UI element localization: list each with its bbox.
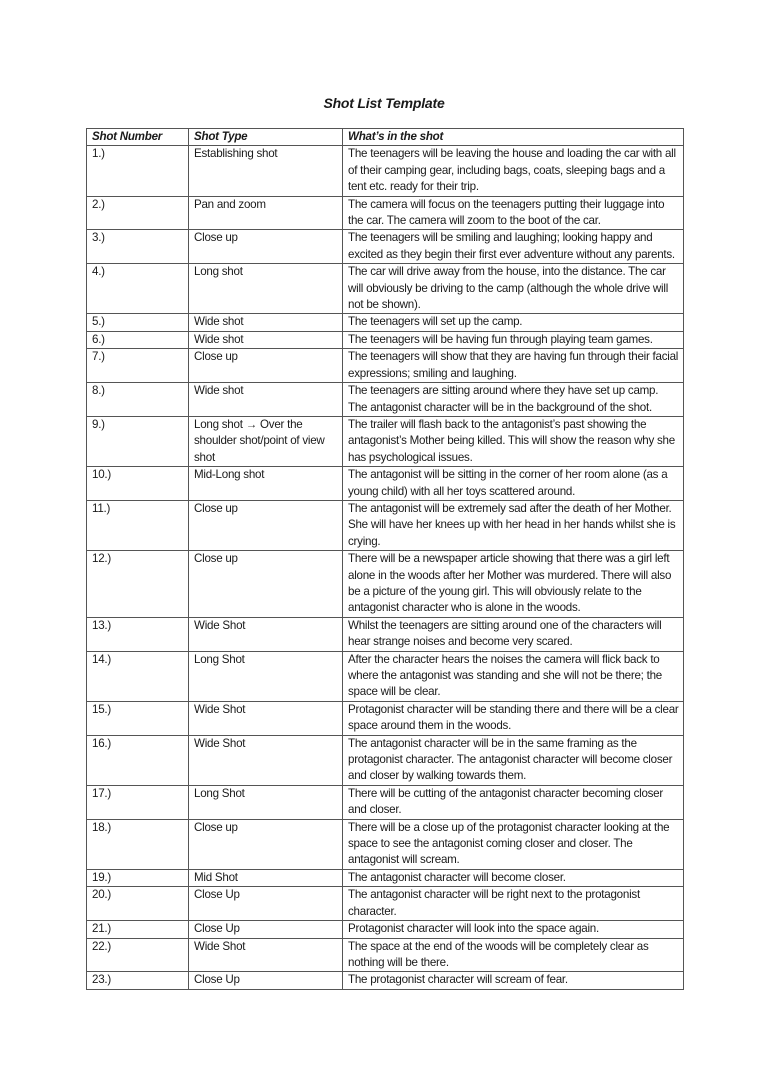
shot-type: Close up	[189, 230, 343, 264]
shot-description: The antagonist character will be right next to the protagonist character.	[343, 887, 684, 921]
shot-type: Close Up	[189, 921, 343, 938]
table-row	[87, 921, 684, 938]
table-row	[87, 701, 684, 735]
table-row	[87, 735, 684, 785]
shot-number: 18.)	[87, 819, 189, 869]
table-row	[87, 196, 684, 230]
shot-type: Wide Shot	[189, 701, 343, 735]
shot-type-first: Long shot	[194, 417, 243, 431]
shot-description: The teenagers will be leaving the house and loading the car with all of their camping gear, including bags, coats, sleeping bags and a tent etc. ready for their trip.	[343, 146, 684, 196]
table-row	[87, 146, 684, 196]
shot-type: Wide shot	[189, 314, 343, 331]
shot-type: Mid-Long shot	[189, 467, 343, 501]
page-title: Shot List Template	[323, 95, 445, 111]
shot-description: The space at the end of the woods will be completely clear as nothing will be there.	[343, 938, 684, 972]
shot-type: Close Up	[189, 887, 343, 921]
table-row	[87, 230, 684, 264]
shot-type: Wide shot	[189, 331, 343, 348]
shot-type: Close up	[189, 349, 343, 383]
table-row	[87, 785, 684, 819]
header-whats-in-shot: What’s in the shot	[343, 129, 684, 146]
shot-number: 2.)	[87, 196, 189, 230]
shot-number: 11.)	[87, 500, 189, 550]
table-row	[87, 500, 684, 550]
shot-type: Long Shot	[189, 785, 343, 819]
table-row	[87, 869, 684, 886]
shot-type: Wide Shot	[189, 938, 343, 972]
shot-type: Close up	[189, 551, 343, 618]
shot-description: Protagonist character will look into the space again.	[343, 921, 684, 938]
shot-number: 15.)	[87, 701, 189, 735]
shot-number: 7.)	[87, 349, 189, 383]
header-shot-type: Shot Type	[189, 129, 343, 146]
shot-type: Close up	[189, 819, 343, 869]
shot-number: 21.)	[87, 921, 189, 938]
shot-description: The antagonist will be sitting in the corner of her room alone (as a young child) with all her toys scattered around.	[343, 467, 684, 501]
shot-type: Pan and zoom	[189, 196, 343, 230]
shot-description: The antagonist character will be in the same framing as the protagonist character. The antagonist character will become closer and closer by walking towards them.	[343, 735, 684, 785]
shot-type: Wide shot	[189, 383, 343, 417]
shot-number: 6.)	[87, 331, 189, 348]
shot-number: 23.)	[87, 972, 189, 989]
shot-description: There will be a newspaper article showing that there was a girl left alone in the woods after her Mother was murdered. There will also be a picture of the young girl. This will obviously relate to the antagonist character who is alone in the woods.	[343, 551, 684, 618]
shot-description: The teenagers will show that they are having fun through their facial expressions; smiling and laughing.	[343, 349, 684, 383]
table-row	[87, 416, 684, 466]
table-row	[87, 938, 684, 972]
shot-description: The car will drive away from the house, into the distance. The car will obviously be driving to the camp (although the whole drive will not be shown).	[343, 264, 684, 314]
shot-description: The camera will focus on the teenagers putting their luggage into the car. The camera will zoom to the boot of the car.	[343, 196, 684, 230]
table-row	[87, 331, 684, 348]
shot-number: 14.)	[87, 651, 189, 701]
shot-list-table	[86, 128, 684, 990]
shot-description: There will be cutting of the antagonist character becoming closer and closer.	[343, 785, 684, 819]
table-row	[87, 349, 684, 383]
table-row	[87, 383, 684, 417]
shot-description: The teenagers will be having fun through playing team games.	[343, 331, 684, 348]
shot-type: Establishing shot	[189, 146, 343, 196]
shot-description: After the character hears the noises the camera will flick back to where the antagonist was standing and she will not be there; the space will be clear.	[343, 651, 684, 701]
shot-description: Whilst the teenagers are sitting around one of the characters will hear strange noises and become very scared.	[343, 617, 684, 651]
shot-type: Mid Shot	[189, 869, 343, 886]
table-row	[87, 264, 684, 314]
shot-type: Wide Shot	[189, 617, 343, 651]
table-row	[87, 972, 684, 989]
shot-description: There will be a close up of the protagonist character looking at the space to see the antagonist coming closer and closer. The antagonist will scream.	[343, 819, 684, 869]
shot-number: 22.)	[87, 938, 189, 972]
shot-type	[189, 416, 343, 466]
shot-description: The teenagers will be smiling and laughing; looking happy and excited as they begin their first ever adventure without any parents.	[343, 230, 684, 264]
shot-number: 13.)	[87, 617, 189, 651]
shot-description: The teenagers are sitting around where they have set up camp. The antagonist character will be in the background of the shot.	[343, 383, 684, 417]
shot-number: 10.)	[87, 467, 189, 501]
table-row	[87, 651, 684, 701]
shot-type: Wide Shot	[189, 735, 343, 785]
arrow-right-icon: →	[245, 417, 258, 431]
table-row	[87, 819, 684, 869]
shot-number: 20.)	[87, 887, 189, 921]
shot-number: 8.)	[87, 383, 189, 417]
shot-description: The teenagers will set up the camp.	[343, 314, 684, 331]
shot-type: Long Shot	[189, 651, 343, 701]
shot-number: 12.)	[87, 551, 189, 618]
shot-description: Protagonist character will be standing there and there will be a clear space around them in the woods.	[343, 701, 684, 735]
table-row	[87, 551, 684, 618]
shot-type: Close up	[189, 500, 343, 550]
shot-number: 16.)	[87, 735, 189, 785]
shot-type: Close Up	[189, 972, 343, 989]
shot-description: The antagonist character will become closer.	[343, 869, 684, 886]
shot-number: 19.)	[87, 869, 189, 886]
shot-number: 9.)	[87, 416, 189, 466]
table-row	[87, 314, 684, 331]
table-header-row	[87, 129, 684, 146]
shot-number: 3.)	[87, 230, 189, 264]
table-row	[87, 467, 684, 501]
shot-number: 17.)	[87, 785, 189, 819]
shot-type-second: Over the shoulder shot/point of view shot	[194, 417, 325, 464]
shot-description: The trailer will flash back to the antagonist’s past showing the antagonist’s Mother being killed. This will show the reason why she has psychological issues.	[343, 416, 684, 466]
table-row	[87, 887, 684, 921]
shot-number: 5.)	[87, 314, 189, 331]
shot-description: The antagonist will be extremely sad after the death of her Mother. She will have her knees up with her head in her hands whilst she is crying.	[343, 500, 684, 550]
shot-description: The protagonist character will scream of fear.	[343, 972, 684, 989]
shot-type: Long shot	[189, 264, 343, 314]
table-row	[87, 617, 684, 651]
shot-number: 4.)	[87, 264, 189, 314]
shot-number: 1.)	[87, 146, 189, 196]
header-shot-number: Shot Number	[87, 129, 189, 146]
